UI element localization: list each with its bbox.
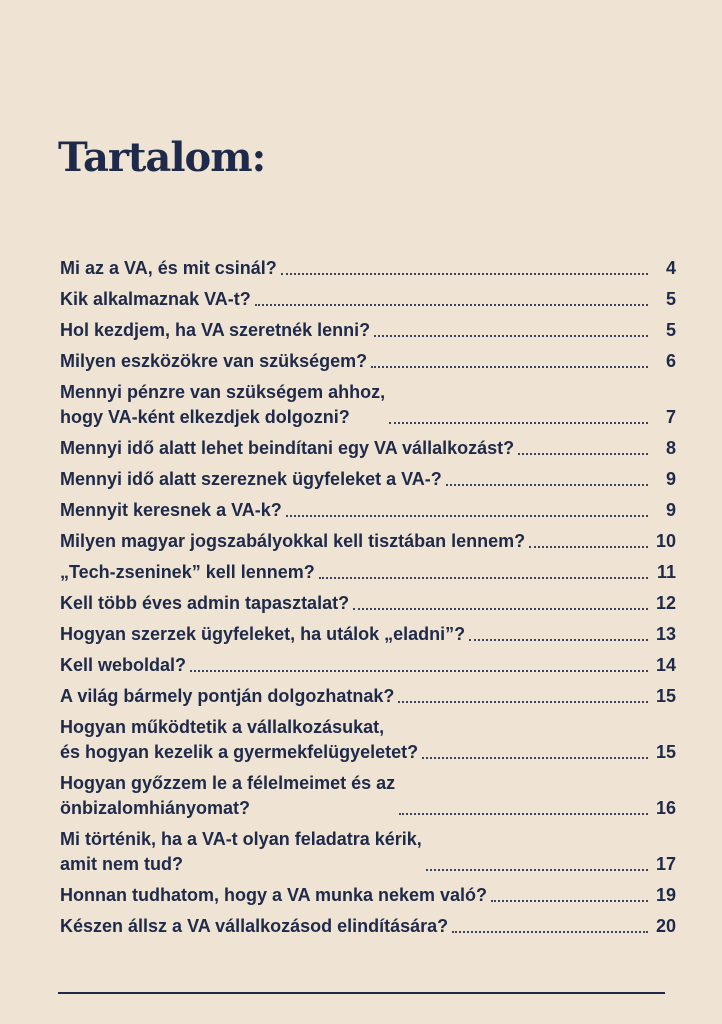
page-title: Tartalom: xyxy=(58,134,266,181)
dot-leader xyxy=(255,304,648,306)
toc-entry-title: A világ bármely pontján dolgozhatnak? xyxy=(60,686,395,706)
toc-entry[interactable] xyxy=(60,467,676,492)
table-of-contents xyxy=(60,256,676,945)
toc-entry-title: Hol kezdjem, ha VA szeretnék lenni? xyxy=(60,320,371,340)
dot-leader xyxy=(446,484,648,486)
toc-entry-page-number: 19 xyxy=(655,885,676,905)
toc-entry-title: Mennyit keresnek a VA-k? xyxy=(60,500,282,520)
toc-entry-title: Mi az a VA, és mit csinál? xyxy=(60,258,277,278)
toc-entry[interactable] xyxy=(60,380,676,430)
dot-leader xyxy=(529,546,648,548)
toc-entry[interactable] xyxy=(60,914,676,939)
toc-entry-page-number: 4 xyxy=(665,258,676,278)
toc-entry-title: Mennyi pénzre van szükségem ahhoz, hogy VA-ként elkezdjek dolgozni? xyxy=(60,382,386,427)
toc-entry[interactable] xyxy=(60,349,676,374)
dot-leader xyxy=(426,869,648,871)
toc-entry[interactable] xyxy=(60,498,676,523)
toc-entry[interactable] xyxy=(60,715,676,765)
toc-entry-title: „Tech-zseninek” kell lennem? xyxy=(60,562,315,582)
toc-entry-title: Kik alkalmaznak VA-t? xyxy=(60,289,251,309)
toc-entry[interactable] xyxy=(60,622,676,647)
toc-entry-page-number: 9 xyxy=(665,469,676,489)
toc-entry-title: Hogyan működtetik a vállalkozásukat, és hogyan kezelik a gyermekfelügyeletet? xyxy=(60,717,419,762)
toc-entry-page-number: 5 xyxy=(665,289,676,309)
toc-entry-title: Kell weboldal? xyxy=(60,655,187,675)
dot-leader xyxy=(518,453,648,455)
toc-entry-title: Milyen magyar jogszabályokkal kell tisztában lennem? xyxy=(60,531,526,551)
dot-leader xyxy=(286,515,648,517)
toc-entry-page-number: 8 xyxy=(665,438,676,458)
dot-leader xyxy=(398,701,648,703)
dot-leader xyxy=(452,931,648,933)
toc-entry-page-number: 7 xyxy=(665,407,676,427)
toc-entry-title: Készen állsz a VA vállalkozásod elindítására? xyxy=(60,916,449,936)
toc-entry[interactable] xyxy=(60,436,676,461)
footer-divider xyxy=(58,992,665,994)
dot-leader xyxy=(281,273,648,275)
dot-leader xyxy=(469,639,648,641)
toc-entry-title: Mennyi idő alatt lehet beindítani egy VA vállalkozást? xyxy=(60,438,515,458)
toc-entry[interactable] xyxy=(60,591,676,616)
dot-leader xyxy=(389,422,648,424)
toc-entry-title: Honnan tudhatom, hogy a VA munka nekem való? xyxy=(60,885,488,905)
dot-leader xyxy=(422,757,648,759)
toc-entry-page-number: 13 xyxy=(655,624,676,644)
toc-entry-title: Hogyan szerzek ügyfeleket, ha utálok „eladni”? xyxy=(60,624,466,644)
toc-entry-title: Mennyi idő alatt szereznek ügyfeleket a VA-? xyxy=(60,469,442,489)
toc-entry-page-number: 15 xyxy=(655,742,676,762)
toc-entry[interactable] xyxy=(60,529,676,554)
toc-entry[interactable] xyxy=(60,318,676,343)
toc-entry-page-number: 10 xyxy=(655,531,676,551)
toc-entry-title: Milyen eszközökre van szükségem? xyxy=(60,351,368,371)
toc-entry[interactable] xyxy=(60,771,676,821)
toc-entry-page-number: 17 xyxy=(655,854,676,874)
toc-entry-page-number: 5 xyxy=(665,320,676,340)
toc-entry-page-number: 14 xyxy=(655,655,676,675)
toc-entry-page-number: 9 xyxy=(665,500,676,520)
toc-entry[interactable] xyxy=(60,827,676,877)
toc-entry-title: Kell több éves admin tapasztalat? xyxy=(60,593,350,613)
toc-entry[interactable] xyxy=(60,883,676,908)
dot-leader xyxy=(319,577,648,579)
dot-leader xyxy=(491,900,648,902)
dot-leader xyxy=(371,366,648,368)
dot-leader xyxy=(190,670,648,672)
dot-leader xyxy=(399,813,648,815)
dot-leader xyxy=(353,608,648,610)
toc-entry-page-number: 15 xyxy=(655,686,676,706)
toc-entry[interactable] xyxy=(60,256,676,281)
toc-entry-page-number: 6 xyxy=(665,351,676,371)
toc-entry[interactable] xyxy=(60,560,676,585)
toc-entry-page-number: 16 xyxy=(655,798,676,818)
toc-entry[interactable] xyxy=(60,684,676,709)
toc-entry-page-number: 12 xyxy=(655,593,676,613)
toc-entry-title: Mi történik, ha a VA-t olyan feladatra kérik, amit nem tud? xyxy=(60,829,422,874)
toc-entry-title: Hogyan győzzem le a félelmeimet és az önbizalomhiányomat? xyxy=(60,773,396,818)
toc-entry[interactable] xyxy=(60,287,676,312)
dot-leader xyxy=(374,335,648,337)
toc-entry[interactable] xyxy=(60,653,676,678)
toc-entry-page-number: 20 xyxy=(655,916,676,936)
toc-entry-page-number: 11 xyxy=(656,562,676,582)
